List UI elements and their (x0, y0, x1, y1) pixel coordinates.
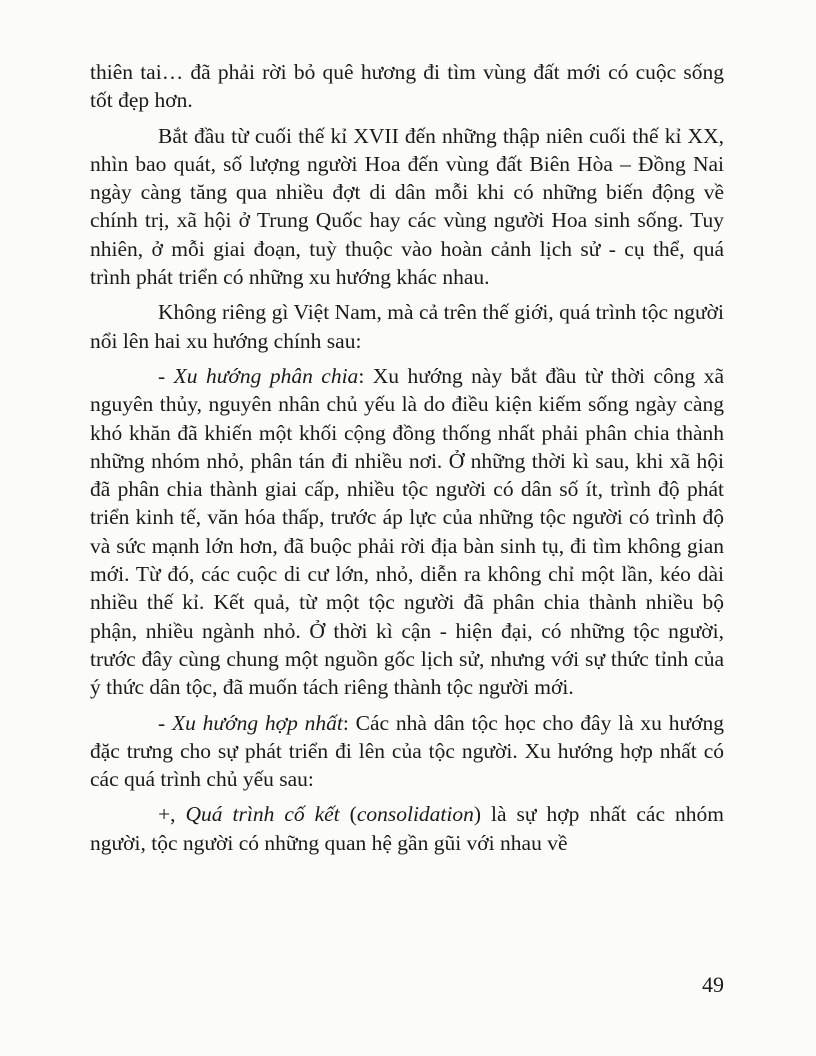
paragraph-1-text: thiên tai… đã phải rời bỏ quê hương đi tìm vùng đất mới có cuộc sống tốt đẹp hơn. (90, 60, 724, 113)
paragraph-4-text: : Xu hướng này bắt đầu từ thời công xã nguyên thủy, nguyên nhân chủ yếu là do điều kiện kiếm sống ngày càng khó khăn đã khiến một khối cộng đồng thống nhất phải phân chia thành những nhóm nhỏ, phân tán đi nhiều nơi. Ở những thời kì sau, khi xã hội đã phân chia thành giai cấp, nhiều tộc người có dân số ít, trình độ phát triển kinh tế, văn hóa thấp, trước áp lực của những tộc người có trình độ và sức mạnh lớn hơn, đã buộc phải rời địa bàn sinh tụ, đi tìm không gian mới. Từ đó, các cuộc di cư lớn, nhỏ, diễn ra không chỉ một lần, kéo dài nhiều thế kỉ. Kết quả, từ một tộc người đã phân chia thành nhiều bộ phận, nhiều ngành nhỏ. Ở thời kì cận - hiện đại, có những tộc người, trước đây cùng chung một nguồn gốc lịch sử, nhưng với sự thức tỉnh của ý thức dân tộc, đã muốn tách riêng thành tộc người mới. (90, 363, 724, 700)
bullet-plus: +, (158, 802, 186, 827)
paragraph-6 (90, 800, 724, 857)
term-hop-nhat: Xu hướng hợp nhất (171, 710, 343, 735)
paragraph-3-text: Không riêng gì Việt Nam, mà cả trên thế giới, quá trình tộc người nổi lên hai xu hướng chính sau: (90, 300, 724, 353)
bullet-dash: - (158, 710, 172, 735)
body-text (90, 58, 724, 857)
paragraph-5-text: : Các nhà dân tộc học cho đây là xu hướng đặc trưng cho sự phát triển đi lên của tộc người. Xu hướng hợp nhất có các quá trình chủ yếu sau: (90, 710, 724, 792)
paragraph-4 (90, 362, 724, 702)
paragraph-2-text: Bắt đầu từ cuối thế kỉ XVII đến những thập niên cuối thế kỉ XX, nhìn bao quát, số lượng người Hoa đến vùng đất Biên Hòa – Đồng Nai ngày càng tăng qua nhiều đợt di dân mỗi khi có những biến động về chính trị, xã hội ở Trung Quốc hay các vùng người Hoa sinh sống. Tuy nhiên, ở mỗi giai đoạn, tuỳ thuộc vào hoàn cảnh lịch sử - cụ thể, quá trình phát triển có những xu hướng khác nhau. (90, 123, 724, 290)
paren-open: ( (339, 802, 357, 827)
paragraph-3 (90, 298, 724, 355)
paragraph-2 (90, 122, 724, 292)
term-phan-chia: Xu hướng phân chia (173, 363, 359, 388)
bullet-dash: - (158, 363, 174, 388)
term-co-ket: Quá trình cố kết (185, 802, 340, 827)
paragraph-5 (90, 709, 724, 794)
page-number: 49 (702, 972, 724, 997)
paragraph-6-text: ) là sự hợp nhất các nhóm người, tộc người có những quan hệ gần gũi với nhau về (90, 802, 724, 855)
term-consolidation: consolidation (356, 802, 474, 827)
paragraph-1 (90, 58, 724, 115)
